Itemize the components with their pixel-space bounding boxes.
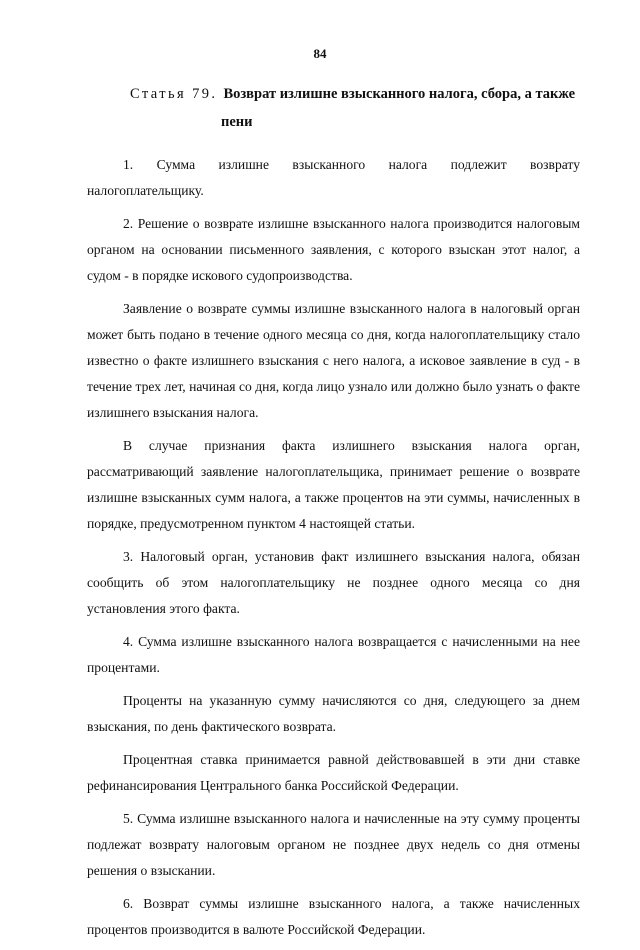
paragraph-3: Заявление о возврате суммы излишне взысканного налога в налоговый орган может быть подано в течение одного месяца со дня, когда налогоплательщику стало известно о факте излишнего взыскания с него налога, а исковое заявление в суд - в течение трех лет, начиная со дня, когда лицо узнало или должно было узнать о факте излишнего взыскания налога. bbox=[87, 301, 580, 420]
paragraph-9: 5. Сумма излишне взысканного налога и начисленные на эту сумму проценты подлежат возврату налоговым органом не позднее двух недель со дня отмены решения о взыскании. bbox=[87, 811, 580, 878]
paragraph-7: Проценты на указанную сумму начисляются со дня, следующего за днем взыскания, по день фактического возврата. bbox=[87, 693, 580, 734]
paragraph-8: Процентная ставка принимается равной действовавшей в эти дни ставке рефинансирования Центрального банка Российской Федерации. bbox=[87, 752, 580, 793]
article-title-line-2: пени bbox=[221, 114, 253, 130]
article-label: Статья 79. bbox=[130, 86, 218, 102]
paragraph-2: 2. Решение о возврате излишне взысканного налога производится налоговым органом на основании письменного заявления, с которого взыскан этот налог, а судом - в порядке искового судопроизводства. bbox=[87, 216, 580, 283]
paragraph-5: 3. Налоговый орган, установив факт излишнего взыскания налога, обязан сообщить об этом налогоплательщику не позднее одного месяца со дня установления этого факта. bbox=[87, 549, 580, 616]
article-body bbox=[87, 152, 580, 950]
article-title-line-1: Возврат излишне взысканного налога, сбора, а также bbox=[223, 86, 576, 102]
paragraph-10: 6. Возврат суммы излишне взысканного налога, а также начисленных процентов производится в валюте Российской Федерации. bbox=[87, 896, 580, 937]
paragraph-6: 4. Сумма излишне взысканного налога возвращается с начисленными на нее процентами. bbox=[87, 634, 580, 675]
paragraph-4: В случае признания факта излишнего взыскания налога орган, рассматривающий заявление налогоплательщика, принимает решение о возврате излишне взысканных сумм налога, а также процентов на эти суммы, начисленных в порядке, предусмотренном пунктом 4 настоящей статьи. bbox=[87, 438, 580, 531]
page-number: 84 bbox=[313, 46, 327, 61]
article-heading bbox=[130, 82, 590, 134]
paragraph-1: 1. Сумма излишне взысканного налога подлежит возврату налогоплательщику. bbox=[87, 157, 580, 198]
article-heading-line bbox=[130, 82, 590, 106]
